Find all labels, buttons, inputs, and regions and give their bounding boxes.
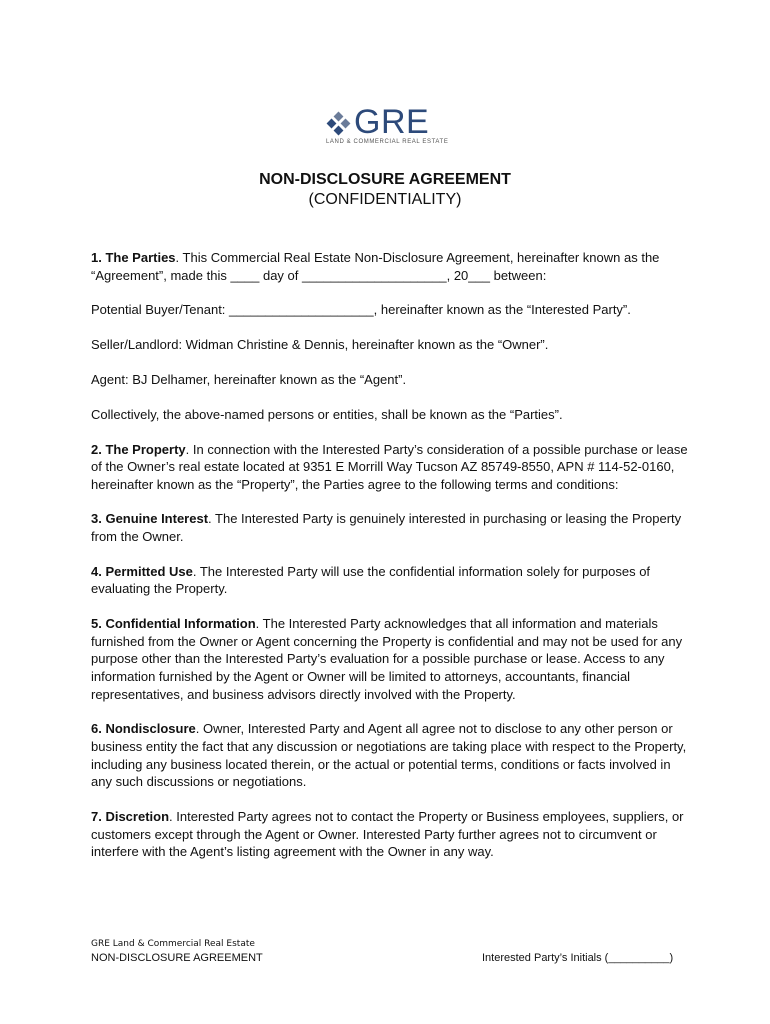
section-nondisclosure (91, 720, 691, 790)
logo-tagline: LAND & COMMERCIAL REAL ESTATE (326, 139, 449, 145)
section-use (91, 563, 691, 598)
seller-line: Seller/Landlord: Widman Christine & Dennis, hereinafter known as the “Owner”. (91, 337, 549, 353)
footer-brand: GRE Land & Commercial Real Estate (91, 939, 255, 949)
company-logo (324, 103, 449, 148)
section-heading: 6. Nondisclosure (91, 721, 196, 737)
section-heading: 2. The Property (91, 441, 186, 457)
document-title (0, 170, 770, 210)
section-heading: 5. Confidential Information (91, 616, 256, 632)
logo-wordmark: GRE (354, 103, 430, 141)
section-text: . Owner, Interested Party and Agent all agree not to disclose to any other person or business entity the fact that any discussion or negotiations are taking place with respect to the Property, including any business located therein, or the actual or potential terms, conditions or facts involved in any such discussions or negotiations. (91, 721, 687, 790)
section-discretion (91, 808, 691, 861)
agreement-body (91, 249, 691, 878)
agent-line: Agent: BJ Delhamer, hereinafter known as the “Agent”. (91, 371, 407, 387)
section-heading: 1. The Parties (91, 250, 176, 265)
section-heading: 4. Permitted Use (91, 563, 193, 579)
section-interest (91, 510, 691, 545)
title-main: NON-DISCLOSURE AGREEMENT (259, 171, 511, 188)
section-heading: 3. Genuine Interest (91, 511, 209, 527)
section-text: . This Commercial Real Estate Non-Disclosure Agreement, hereinafter known as the “Agreement”, made this ____ day of ____________________, 20___ between: (91, 250, 660, 283)
section-text: . The Interested Party is genuinely interested in purchasing or leasing the Property from the Owner. (91, 511, 682, 545)
section-confidential (91, 615, 691, 703)
initials-line: Interested Party’s Initials (__________) (482, 952, 674, 964)
diamond-cluster-icon (324, 111, 352, 139)
section-text: . In connection with the Interested Party’s consideration of a possible purchase or lease of the Owner’s real estate located at 9351 E Morrill Way Tucson AZ 85749-8550, APN # 114-52-0160, hereinafter known as the “Property”, the Parties agree to the following terms and conditions: (91, 441, 688, 492)
collective-line: Collectively, the above-named persons or entities, shall be known as the “Parties”. (91, 406, 563, 422)
buyer-line: Potential Buyer/Tenant: ____________________, hereinafter known as the “Interested Party”. (91, 302, 631, 318)
section-text: . Interested Party agrees not to contact the Property or Business employees, suppliers, or customers except through the Agent or Owner. Interested Party further agrees not to circumvent or interfere with the Agent’s listing agreement with the Owner in any way. (91, 808, 684, 860)
section-property (91, 441, 691, 494)
section-parties (91, 249, 691, 284)
footer-docname: NON-DISCLOSURE AGREEMENT (91, 952, 263, 964)
title-sub: (CONFIDENTIALITY) (308, 191, 462, 208)
footer-left (91, 938, 263, 964)
section-text: . The Interested Party will use the confidential information solely for purposes of evaluating the Property. (91, 563, 651, 597)
section-heading: 7. Discretion (91, 808, 170, 824)
section-text: . The Interested Party acknowledges that all information and materials furnished from the Owner or Agent concerning the Property is confidential and may not be used for any purpose other than the Interested Party’s evaluation for a possible purchase or lease. Access to any information furnished by the Agent or Owner will be limited to attorneys, accountants, financial representatives, and business advisors directly involved with the Property. (91, 616, 683, 702)
